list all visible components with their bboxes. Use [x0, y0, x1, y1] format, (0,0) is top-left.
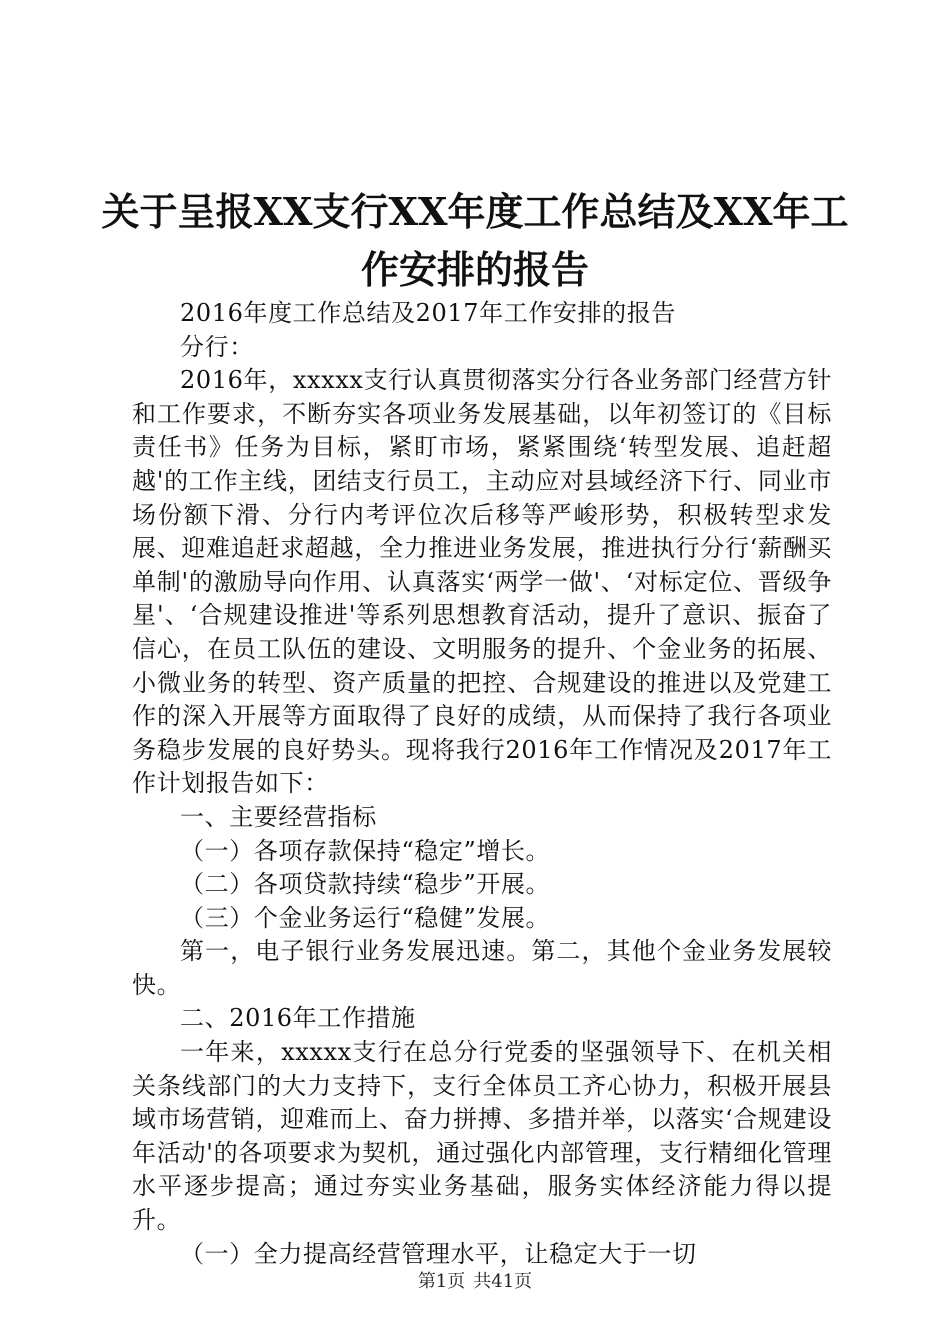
page-number: 第1页	[417, 1271, 466, 1292]
heading-section-2: 二、2016年工作措施	[180, 1004, 416, 1033]
document-body	[132, 297, 832, 1271]
page-footer	[0, 1270, 950, 1294]
paragraph-item-1: （一）各项存款保持“稳定”增长。	[180, 836, 551, 865]
paragraph-item-3-detail: 第一，电子银行业务发展迅速。第二，其他个金业务发展较快。	[132, 937, 832, 999]
document-title-line-1: 关于呈报XX支行XX年度工作总结及XX年工	[101, 189, 849, 234]
heading-subsection-1: （一）全力提高经营管理水平，让稳定大于一切	[180, 1239, 697, 1268]
paragraph-item-2: （二）各项贷款持续“稳步”开展。	[180, 870, 551, 899]
paragraph-salutation: 分行：	[180, 332, 254, 361]
paragraph-section-2-body: 一年来，xxxxx支行在总分行党委的坚强领导下、在机关相关条线部门的大力支持下，支行全体员工齐心协力，积极开展县域市场营销，迎难而上、奋力拼搏、多措并举，以落实‘合规建设年活动'的各项要求为契机，通过强化内部管理，支行精细化管理水平逐步提高；通过夯实业务基础，服务实体经济能力得以提升。	[132, 1038, 832, 1235]
heading-section-1: 一、主要经营指标	[180, 802, 377, 831]
document-title-line-2: 作安排的报告	[360, 247, 589, 292]
paragraph-subtitle: 2016年度工作总结及2017年工作安排的报告	[180, 299, 676, 327]
paragraph-item-3: （三）个金业务运行“稳健”发展。	[180, 903, 551, 932]
page-total: 共41页	[473, 1271, 533, 1292]
paragraph-intro: 2016年，xxxxx支行认真贯彻落实分行各业务部门经营方针和工作要求，不断夯实各项业务发展基础，以年初签订的《目标责任书》任务为目标，紧盯市场，紧紧围绕‘转型发展、追赶超越'的工作主线，团结支行员工，主动应对县域经济下行、同业市场份额下滑、分行内考评位次后移等严峻形势，积极转型求发展、迎难追赶求超越，全力推进业务发展，推进执行分行‘薪酬买单制'的激励导向作用、认真落实‘两学一做'、‘对标定位、晋级争星'、‘合规建设推进'等系列思想教育活动，提升了意识、振奋了信心，在员工队伍的建设、文明服务的提升、个金业务的拓展、小微业务的转型、资产质量的把控、合规建设的推进以及党建工作的深入开展等方面取得了良好的成绩，从而保持了我行各项业务稳步发展的良好势头。现将我行2016年工作情况及2017年工作计划报告如下：	[132, 366, 832, 798]
